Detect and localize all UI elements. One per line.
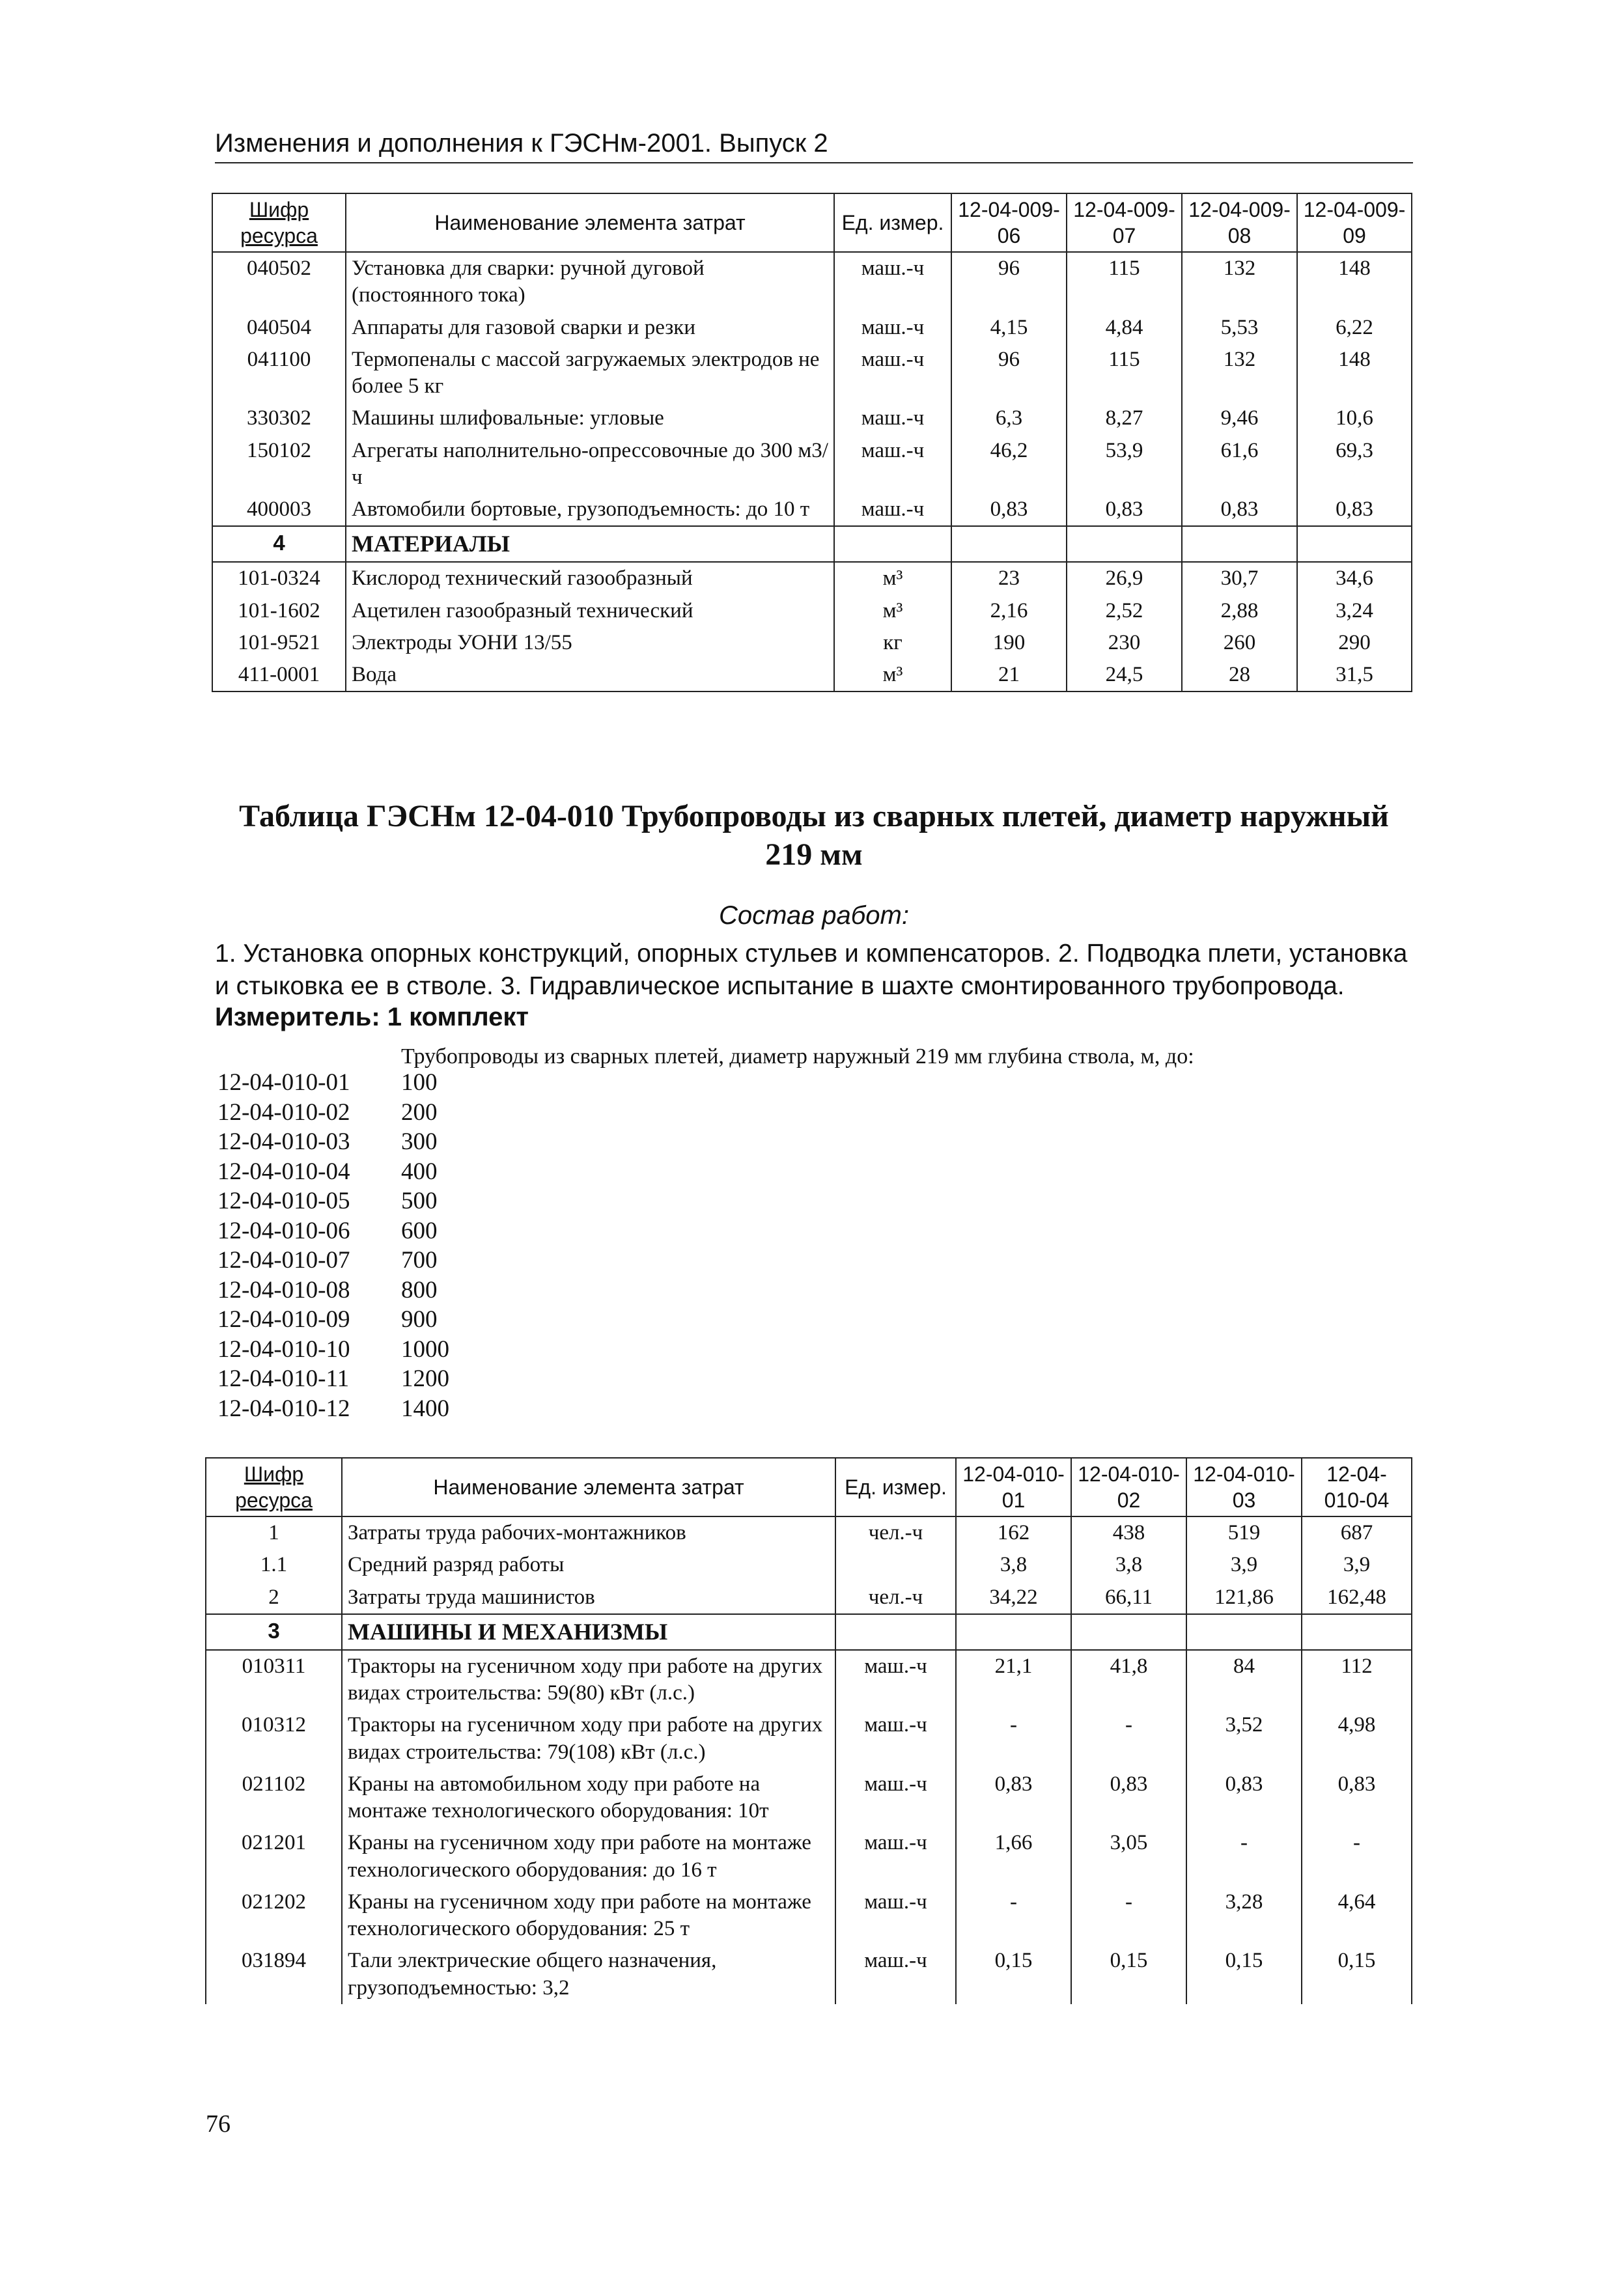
variants-list: [217, 1068, 449, 1423]
work-composition-heading: Состав работ:: [719, 901, 909, 930]
table-row: 041100 Термопеналы с массой загружаемых электродов не более 5 кг маш.-ч 96 115 132 148: [212, 344, 1412, 403]
table-row: 021202 Краны на гусеничном ходу при работе на монтаже технологического оборудования: 25 т маш.-ч - - 3,28 4,64: [206, 1886, 1412, 1946]
table-row: 150102 Агрегаты наполнительно-опрессовочные до 300 м3/ч маш.-ч 46,2 53,9 61,6 69,3: [212, 435, 1412, 494]
list-item: 12-04-010-02 200: [217, 1098, 438, 1126]
header-col-1: 12-04-010-01: [956, 1458, 1071, 1516]
table-row: 021102 Краны на автомобильном ходу при работе на монтаже технологического оборудования: 10т маш.-ч 0,83 0,83 0,83 0,83: [206, 1768, 1412, 1828]
header-col-3: 12-04-009-08: [1182, 193, 1297, 252]
header-name: Наименование элемента затрат: [346, 193, 834, 252]
header-col-1: 12-04-009-06: [951, 193, 1067, 252]
table-row: 2 Затраты труда машинистов чел.-ч 34,22 66,11 121,86 162,48: [206, 1582, 1412, 1614]
list-item: 12-04-010-04 400: [217, 1158, 438, 1185]
table-row: 101-1602 Ацетилен газообразный технический м³ 2,16 2,52 2,88 3,24: [212, 595, 1412, 627]
list-item: 12-04-010-08 800: [217, 1276, 438, 1304]
list-item: 12-04-010-11 1200: [217, 1365, 449, 1392]
table-row: 021201 Краны на гусеничном ходу при работе на монтаже технологического оборудования: до 16 т маш.-ч 1,66 3,05 - -: [206, 1827, 1412, 1886]
header-col-2: 12-04-009-07: [1067, 193, 1182, 252]
header-col-4: 12-04-009-09: [1297, 193, 1412, 252]
page-number: 76: [206, 2110, 231, 2138]
table-header-row: [206, 1458, 1412, 1516]
table-row: 1 Затраты труда рабочих-монтажников чел.-ч 162 438 519 687: [206, 1516, 1412, 1549]
variants-intro: Трубопроводы из сварных плетей, диаметр наружный 219 мм глубина ствола, м, до:: [401, 1044, 1194, 1068]
table-row: 040504 Аппараты для газовой сварки и резки маш.-ч 4,15 4,84 5,53 6,22: [212, 312, 1412, 344]
table-row: 101-0324 Кислород технический газообразный м³ 23 26,9 30,7 34,6: [212, 562, 1412, 594]
table-row: 040502 Установка для сварки: ручной дуговой (постоянного тока) маш.-ч 96 115 132 148: [212, 252, 1412, 312]
table-row: 411-0001 Вода м³ 21 24,5 28 31,5: [212, 659, 1412, 691]
section-row-machines: 3 МАШИНЫ И МЕХАНИЗМЫ: [206, 1614, 1412, 1650]
table-row: 010311 Тракторы на гусеничном ходу при работе на других видах строительства: 59(80) кВт (л.с.) маш.-ч 21,1 41,8 84 112: [206, 1650, 1412, 1710]
header-name: Наименование элемента затрат: [342, 1458, 835, 1516]
list-item: 12-04-010-12 1400: [217, 1395, 449, 1422]
list-item: 12-04-010-01 100: [217, 1069, 438, 1096]
work-composition-text: 1. Установка опорных конструкций, опорных стульев и компенсаторов. 2. Подводка плети, установка и стыковка ее в стволе. 3. Гидравлическое испытание в шахте смонтированного трубопровода.: [215, 940, 1408, 1000]
header-unit: Ед. измер.: [834, 193, 951, 252]
resource-table-009: [212, 193, 1412, 692]
list-item: 12-04-010-06 600: [217, 1217, 438, 1244]
table-row: 031894 Тали электрические общего назначения, грузоподъемностью: 3,2 маш.-ч 0,15 0,15 0,15 0,15: [206, 1945, 1412, 2004]
list-item: 12-04-010-05 500: [217, 1188, 438, 1214]
table-row: 400003 Автомобили бортовые, грузоподъемность: до 10 т маш.-ч 0,83 0,83 0,83 0,83: [212, 494, 1412, 526]
header-col-2: 12-04-010-02: [1071, 1458, 1186, 1516]
header-unit: Ед. измер.: [835, 1458, 956, 1516]
list-item: 12-04-010-09 900: [217, 1306, 438, 1333]
table-header-row: [212, 193, 1412, 252]
measure-unit: Измеритель: 1 комплект: [215, 1003, 529, 1031]
table-row: 010312 Тракторы на гусеничном ходу при работе на других видах строительства: 79(108) кВт (л.с.) маш.-ч - - 3,52 4,98: [206, 1709, 1412, 1768]
table-title: Таблица ГЭСНм 12-04-010 Трубопроводы из сварных плетей, диаметр наружный 219 мм: [239, 799, 1389, 872]
list-item: 12-04-010-03 300: [217, 1128, 438, 1155]
header-col-4: 12-04-010-04: [1302, 1458, 1412, 1516]
table-row: 101-9521 Электроды УОНИ 13/55 кг 190 230 260 290: [212, 627, 1412, 659]
resource-table-010: [205, 1457, 1412, 2004]
running-header: Изменения и дополнения к ГЭСНм-2001. Выпуск 2: [215, 129, 1413, 163]
list-item: 12-04-010-10 1000: [217, 1335, 449, 1363]
header-code: Шифр ресурса: [206, 1458, 342, 1516]
header-col-3: 12-04-010-03: [1186, 1458, 1302, 1516]
table-row: 1.1 Средний разряд работы 3,8 3,8 3,9 3,9: [206, 1549, 1412, 1581]
header-code: Шифр ресурса: [212, 193, 346, 252]
table-row: 330302 Машины шлифовальные: угловые маш.-ч 6,3 8,27 9,46 10,6: [212, 402, 1412, 434]
section-row-materials: 4 МАТЕРИАЛЫ: [212, 526, 1412, 562]
list-item: 12-04-010-07 700: [217, 1247, 438, 1274]
